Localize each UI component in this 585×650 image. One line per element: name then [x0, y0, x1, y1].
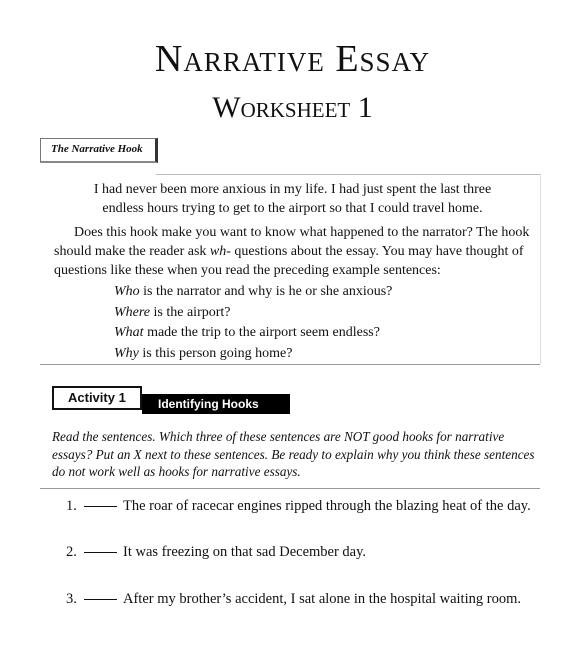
item-text: It was freezing on that sad December day.	[123, 544, 367, 560]
item-number: 2.	[66, 544, 77, 560]
instructions-divider	[40, 488, 540, 489]
section-top-rule	[156, 174, 540, 175]
section-label-box	[40, 138, 158, 163]
activity-label: Activity 1	[68, 390, 126, 405]
activity-label-box	[52, 386, 142, 410]
page-title: Narrative Essay	[154, 38, 431, 80]
answer-blank[interactable]	[84, 552, 117, 553]
item-number: 3.	[66, 591, 77, 607]
hook-explanation	[54, 223, 534, 280]
question-item	[114, 282, 392, 303]
question-word: Who	[114, 284, 140, 299]
question-list	[114, 282, 392, 364]
question-text: is this person going home?	[138, 345, 293, 361]
question-text: is the airport?	[150, 304, 231, 320]
item-number: 1.	[66, 498, 77, 514]
activity-title: Identifying Hooks	[158, 397, 259, 411]
question-item	[114, 323, 392, 344]
question-item	[114, 344, 392, 365]
page-subtitle: Worksheet 1	[212, 91, 373, 124]
question-text: made the trip to the airport seem endless?	[143, 325, 380, 340]
item-text: After my brother’s accident, I sat alone in the hospital waiting room.	[123, 591, 521, 607]
explanation-suffix: questions about the essay. You may have thought of questions like these when you read the preceding example sentences:	[54, 244, 524, 278]
activity-title-bar	[142, 394, 290, 414]
question-text: is the narrator and why is he or she anxious?	[139, 284, 393, 299]
example-line-1: I had never been more anxious in my life. I had just spent the last three	[93, 182, 492, 197]
list-item	[66, 544, 366, 561]
question-word: What	[114, 325, 144, 340]
explanation-emphasis: wh-	[209, 244, 231, 259]
example-line-2: endless hours trying to get to the airport so that I could travel home.	[102, 201, 483, 216]
list-item	[66, 591, 521, 608]
question-word: Why	[114, 345, 139, 361]
answer-blank[interactable]	[84, 599, 117, 600]
item-text: The roar of racecar engines ripped through the blazing heat of the day.	[123, 498, 531, 514]
activity-instructions: Read the sentences. Which three of these sentences are NOT good hooks for narrative essays? Put an X next to these sentences. Be ready to explain why you think these sentences do not work well as hooks for narrative essays.	[52, 429, 535, 479]
question-word: Where	[114, 304, 151, 320]
answer-blank[interactable]	[84, 506, 117, 507]
list-item	[66, 498, 531, 515]
section-label: The Narrative Hook	[51, 143, 143, 155]
question-item	[114, 303, 392, 324]
section-divider	[40, 364, 540, 365]
explanation-prefix: Does this hook make you want to know what happened to the narrator? The hook should make the reader ask	[54, 225, 530, 259]
